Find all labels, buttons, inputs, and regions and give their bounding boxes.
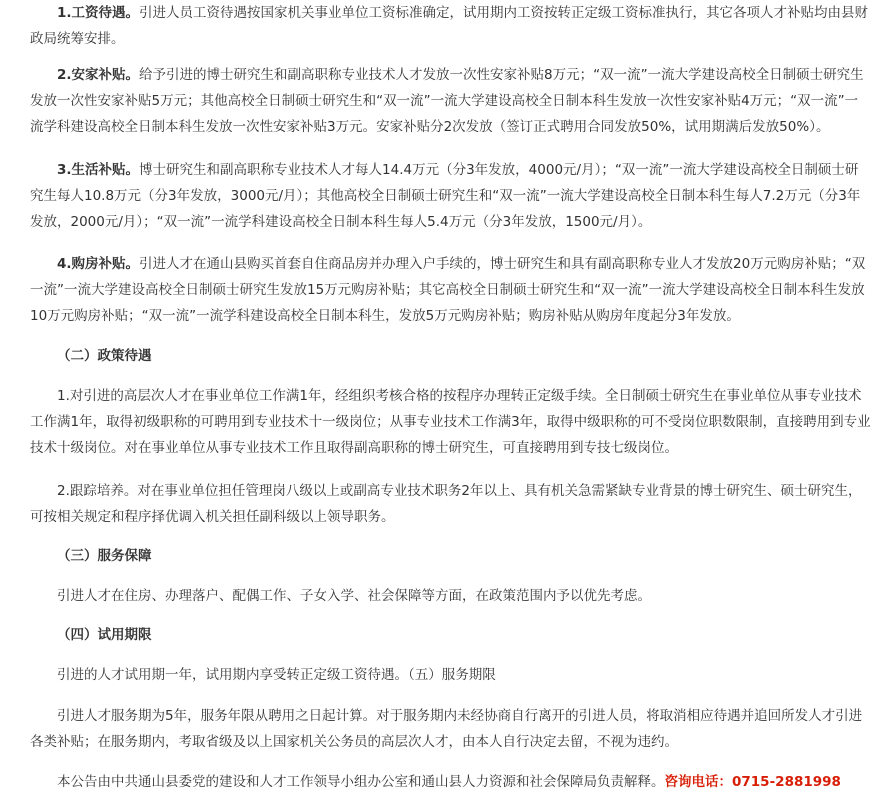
paragraph-service-period: 引进人才服务期为5年，服务年限从聘用之日起计算。对于服务期内未经协商自行离开的引进人员，将取消相应待遇并追回所发人才引进各类补贴；在服务期内，考取省级及以上国家机关公务员的高层次人才，由本人自行决定去留，不视为违约。 xyxy=(30,708,863,750)
section-heading-policy: （二）政策待遇 xyxy=(57,348,152,364)
paragraph-text: 引进人员工资待遇按国家机关事业单位工资标准确定，试用期内工资按转正定级工资标准执行，其它各项人才补贴均由县财政局统筹安排。 xyxy=(30,5,869,47)
paragraph-probation: 引进的人才试用期一年，试用期内享受转正定级工资待遇。（五）服务期限 xyxy=(57,667,496,683)
paragraph-text: 引进人才在通山县购买首套自住商品房并办理入户手续的，博士研究生和具有副高职称专业人才发放20万元购房补贴；“双一流”一流大学建设高校全日制硕士研究生发放15万元购房补贴；其它高校全日制硕士研究生和“双一流”一流大学建设高校全日制本科生发放10万元购房补贴；“双一流”一流学科建设高校全日制本科生，发放5万元购房补贴；购房补贴从购房年度起分3年发放。 xyxy=(30,256,866,324)
paragraph-title: 4.购房补贴。 xyxy=(57,256,140,272)
paragraph-text: 本公告由中共通山县委党的建设和人才工作领导小组办公室和通山县人力资源和社会保障局负责解释。 xyxy=(57,774,665,790)
paragraph-text: 给予引进的博士研究生和副高职称专业技术人才发放一次性安家补贴8万元；“双一流”一流大学建设高校全日制硕士研究生发放一次性安家补贴5万元；其他高校全日制硕士研究生和“双一流”一流大学建设高校全日制本科生发放一次性安家补贴4万元；“双一流”一流学科建设高校全日制本科生发放一次性安家补贴3万元。安家补贴分2次发放（签订正式聘用合同发放50%，试用期满后发放50%）。 xyxy=(30,67,864,135)
section-heading-probation: （四）试用期限 xyxy=(57,627,152,643)
paragraph-text: 博士研究生和副高职称专业技术人才每人14.4万元（分3年发放，4000元/月）；“双一流”一流大学建设高校全日制硕士研究生每人10.8万元（分3年发放，3000元/月）；其他高校全日制硕士研究生和“双一流”一流大学建设高校全日制本科生每人7.2万元（分3年发放，2000元/月）；“双一流”一流学科建设高校全日制本科生每人5.4万元（分3年发放，1500元/月）。 xyxy=(30,162,861,230)
paragraph-settling-allowance xyxy=(30,62,871,140)
paragraph-salary xyxy=(30,0,871,52)
paragraph-housing-allowance xyxy=(30,251,871,329)
section-heading-service: （三）服务保障 xyxy=(57,548,152,564)
paragraph-title: 2.安家补贴。 xyxy=(57,67,140,83)
contact-phone: 咨询电话：0715-2881998 xyxy=(664,774,841,790)
paragraph-training: 2.跟踪培养。对在事业单位担任管理岗八级以上或副高专业技术职务2年以上、具有机关急需紧缺专业背景的博士研究生、硕士研究生，可按相关规定和程序择优调入机关担任副科级以上领导职务。 xyxy=(30,483,862,525)
paragraph-service-guarantee: 引进人才在住房、办理落户、配偶工作、子女入学、社会保障等方面，在政策范围内予以优先考虑。 xyxy=(57,588,651,604)
paragraph-title: 3.生活补贴。 xyxy=(57,162,140,178)
paragraph-regularization: 1.对引进的高层次人才在事业单位工作满1年，经组织考核合格的按程序办理转正定级手续。全日制硕士研究生在事业单位从事专业技术工作满1年，取得初级职称的可聘用到专业技术十一级岗位；从事专业技术工作满3年，取得中级职称的可不受岗位职数限制，直接聘用到专业技术十级岗位。对在事业单位从事专业技术工作且取得副高职称的博士研究生，可直接聘用到专技七级岗位。 xyxy=(30,388,871,456)
paragraph-interpretation xyxy=(30,769,871,795)
paragraph-living-allowance xyxy=(30,157,871,235)
paragraph-title: 1.工资待遇。 xyxy=(57,5,140,21)
